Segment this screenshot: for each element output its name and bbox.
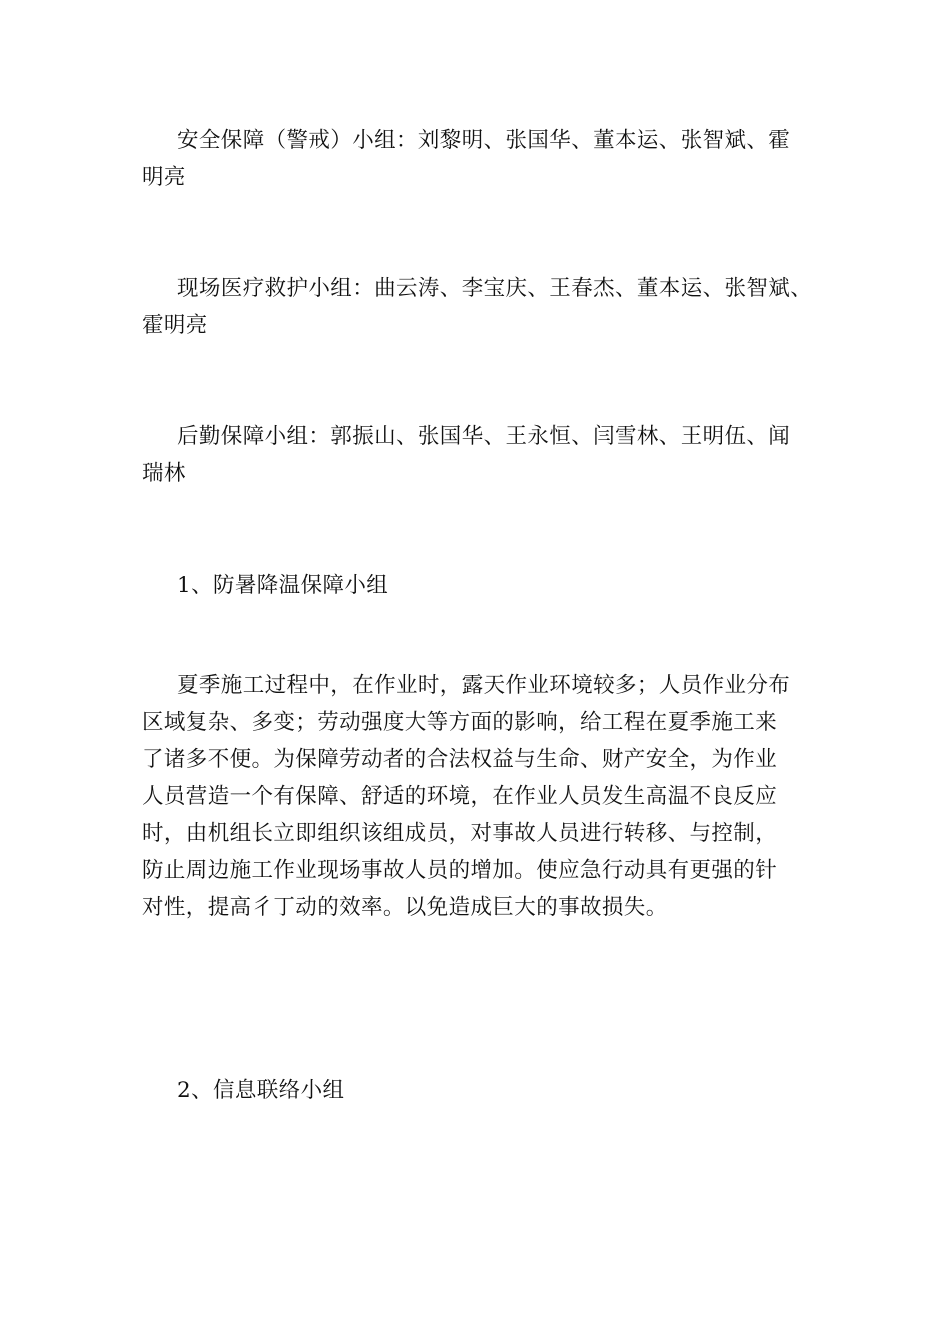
paragraph-line: 明亮	[142, 165, 186, 190]
paragraph-line: 后勤保障小组：郭振山、张国华、王永恒、闫雪林、王明伍、闻	[177, 424, 791, 449]
heatstroke-description-paragraph	[142, 667, 822, 926]
section-heading-heatstroke-group	[142, 567, 822, 604]
medical-rescue-group-paragraph	[142, 270, 822, 344]
paragraph-line: 了诸多不便。为保障劳动者的合法权益与生命、财产安全，为作业	[142, 747, 778, 772]
logistics-group-paragraph	[142, 418, 822, 492]
paragraph-line: 瑞林	[142, 461, 186, 486]
paragraph-line: 霍明亮	[142, 313, 208, 338]
paragraph-line: 防止周边施工作业现场事故人员的增加。使应急行动具有更强的针	[142, 858, 778, 883]
paragraph-line: 安全保障（警戒）小组：刘黎明、张国华、董本运、张智斌、霍	[177, 128, 791, 153]
section-heading-communication-group	[142, 1072, 822, 1109]
paragraph-line: 对性，提高彳丁动的效率。以免造成巨大的事故损失。	[142, 895, 668, 920]
paragraph-line: 时，由机组长立即组织该组成员，对事故人员进行转移、与控制，	[142, 821, 778, 846]
paragraph-line: 夏季施工过程中，在作业时，露天作业环境较多；人员作业分布	[177, 673, 791, 698]
security-group-paragraph	[142, 122, 822, 196]
section-heading: 2、信息联络小组	[177, 1078, 345, 1103]
section-heading: 1、防暑降温保障小组	[177, 573, 389, 598]
paragraph-line: 区域复杂、多变；劳动强度大等方面的影响，给工程在夏季施工来	[142, 710, 778, 735]
paragraph-line: 人员营造一个有保障、舒适的环境，在作业人员发生高温不良反应	[142, 784, 778, 809]
paragraph-line: 现场医疗救护小组：曲云涛、李宝庆、王春杰、董本运、张智斌、	[177, 276, 813, 301]
